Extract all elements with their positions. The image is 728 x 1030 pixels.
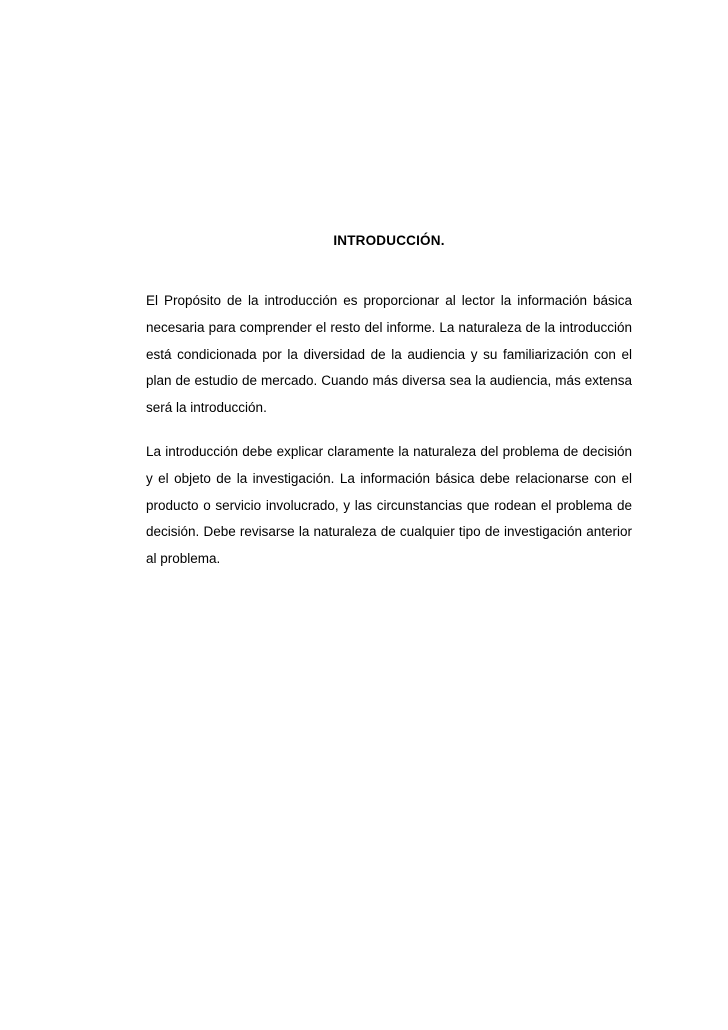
document-title: INTRODUCCIÓN. (333, 233, 445, 248)
paragraph-1: El Propósito de la introducción es proporcionar al lector la información básica necesaria para comprender el resto del informe. La naturaleza de la introducción está condicionada por la diversidad de la audiencia y su familiarización con el plan de estudio de mercado. Cuando más diversa sea la audiencia, más extensa será la introducción. (146, 293, 632, 416)
paragraph-2: La introducción debe explicar claramente la naturaleza del problema de decisión y el objeto de la investigación. La información básica debe relacionarse con el producto o servicio involucrado, y las circunstancias que rodean el problema de decisión. Debe revisarse la naturaleza de cualquier tipo de investigación anterior al problema. (146, 444, 632, 567)
